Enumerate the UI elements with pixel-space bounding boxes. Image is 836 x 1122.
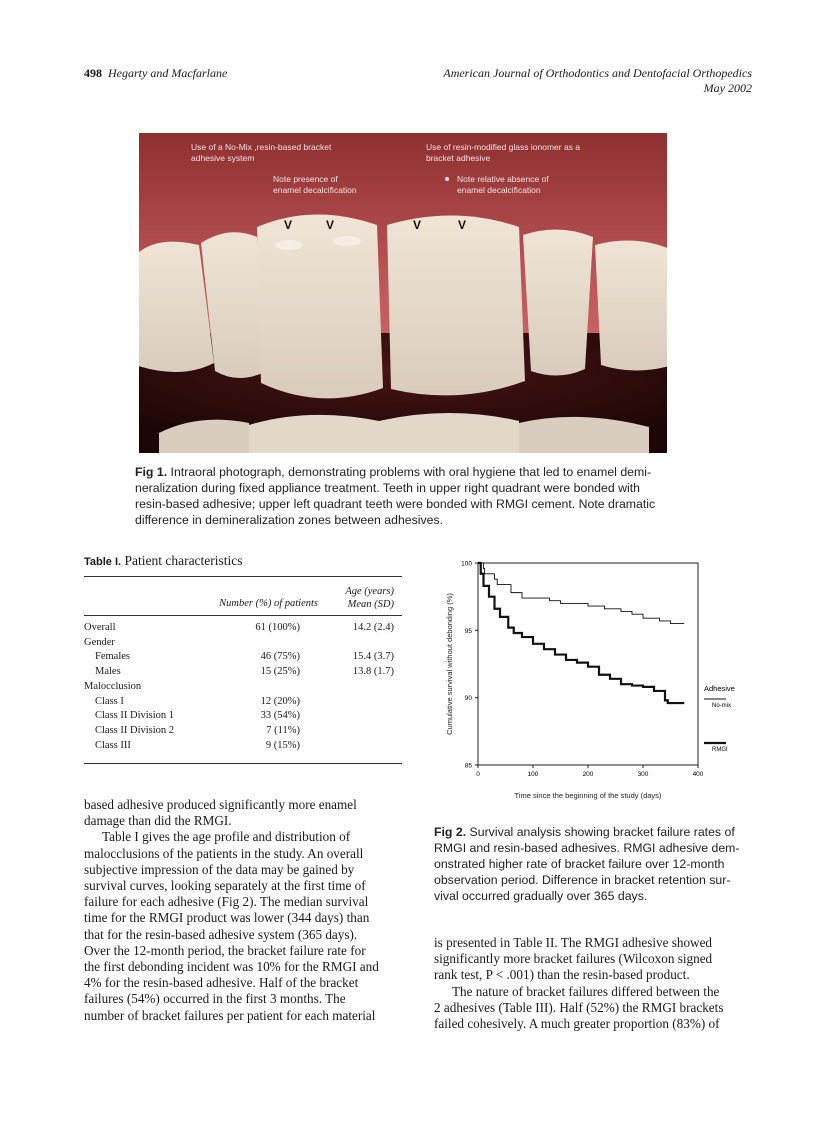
teeth-illustration bbox=[139, 133, 667, 453]
body-left-p2-line: malocclusions of the patients in the study. An overall bbox=[84, 845, 364, 861]
body-left-p2-line: subjective impression of the data may be gained by bbox=[84, 861, 355, 877]
table1-cell-label: Class II Division 2 bbox=[95, 724, 175, 736]
x-axis-label: Time since the beginning of the study (days) bbox=[514, 791, 662, 800]
table1-name: Patient characteristics bbox=[124, 553, 243, 568]
fig1-caption bbox=[135, 464, 705, 528]
body-right-p2-line: The nature of bracket failures differed between the bbox=[452, 983, 720, 999]
body-right-line-1: is presented in Table II. The RMGI adhesive showed bbox=[434, 935, 713, 950]
survival-chart-svg bbox=[430, 555, 760, 810]
table1-cell-age: 15.4 (3.7) bbox=[352, 651, 394, 663]
body-left-p2-line: survival curves, looking separately at the first time of bbox=[84, 878, 366, 894]
body-left-p2-line: number of bracket failures per patient for each material bbox=[84, 1007, 376, 1023]
fig1-caption-line-4: difference in demineralization zones between adhesives. bbox=[135, 513, 444, 527]
marker-1: V bbox=[284, 218, 293, 232]
table1-row bbox=[84, 622, 402, 637]
fig2-caption-line-4: observation period. Difference in bracket retention sur- bbox=[434, 873, 731, 887]
series-line-rmgi bbox=[478, 563, 684, 703]
fig2-label: Fig 2. bbox=[434, 825, 467, 839]
table1-age-header bbox=[332, 585, 394, 611]
fig1-caption-line-1: Intraoral photograph, demonstrating problems with oral hygiene that led to enamel demi- bbox=[170, 465, 652, 479]
photo-label-right-title-1: Use of resin-modified glass ionomer as a bbox=[426, 142, 581, 152]
fig2-chart bbox=[430, 555, 760, 810]
body-left-p2-line: the first debonding incident was 10% for the RMGI and bbox=[84, 959, 379, 975]
body-text-left bbox=[84, 797, 402, 1024]
body-right-line-2: significantly more bracket failures (Wilcoxon signed bbox=[434, 951, 713, 967]
x-tick-label: 200 bbox=[582, 771, 594, 778]
table1-row bbox=[84, 696, 402, 711]
legend-entry: No-mix bbox=[712, 703, 731, 709]
table1-age-header-bottom: Mean (SD) bbox=[347, 599, 394, 610]
photo-label-left-title-2: adhesive system bbox=[191, 153, 255, 163]
fig1-label: Fig 1. bbox=[135, 465, 168, 479]
table1-cell-label: Males bbox=[95, 666, 121, 678]
table1-row bbox=[84, 725, 402, 740]
marker-4: V bbox=[458, 218, 467, 232]
fig1-caption-line-3: resin-based adhesive; upper left quadrant teeth were bonded with RMGI cement. Note dramatic bbox=[135, 497, 656, 511]
series-line-no-mix bbox=[478, 563, 684, 624]
body-text-right bbox=[434, 935, 752, 1032]
x-tick-label: 100 bbox=[527, 771, 539, 778]
table1-cell-number: 46 (75%) bbox=[260, 651, 300, 663]
legend-entry: RMGI bbox=[712, 747, 728, 753]
authors: Hegarty and Macfarlane bbox=[108, 66, 228, 80]
y-tick-label: 90 bbox=[464, 695, 472, 703]
page-number: 498 bbox=[84, 66, 102, 80]
body-left-p2-line: time for the RMGI product was lower (344 days) than bbox=[84, 910, 370, 926]
table1-cell-number: 15 (25%) bbox=[260, 666, 300, 678]
body-left-p2-line: failures (54%) occurred in the first 3 months. The bbox=[84, 991, 346, 1007]
marker-2: V bbox=[326, 218, 335, 232]
table1-cell-label: Malocclusion bbox=[84, 680, 142, 692]
intraoral-photograph bbox=[139, 133, 667, 453]
table1-cell-age: 14.2 (2.4) bbox=[352, 622, 394, 633]
body-left-p2-line: Over the 12-month period, the bracket failure rate for bbox=[84, 942, 366, 958]
photo-label-left-title-1: Use of a No-Mix ,resin-based bracket bbox=[191, 142, 332, 152]
y-axis-label: Cumulative survival without debonding (%) bbox=[445, 593, 454, 735]
table1-header-rule bbox=[84, 615, 402, 616]
photo-label-right-note-2: enamel decalcification bbox=[457, 185, 541, 195]
body-left-p2-line: that for the resin-based adhesive system (365 days). bbox=[84, 926, 358, 942]
journal-name: American Journal of Orthodontics and Dentofacial Orthopedics bbox=[443, 66, 752, 80]
body-left-p2-line: Table I gives the age profile and distribution of bbox=[102, 829, 351, 845]
body-left-line-2: damage than did the RMGI. bbox=[84, 813, 232, 829]
table1-row bbox=[84, 710, 402, 725]
running-header-left bbox=[84, 66, 227, 81]
y-tick-label: 85 bbox=[464, 762, 472, 770]
issue-date: May 2002 bbox=[703, 81, 752, 95]
table1-cell-label: Class II Division 1 bbox=[95, 710, 175, 722]
table1-title bbox=[84, 553, 243, 569]
fig1-caption-line-2: neralization during fixed appliance treatment. Teeth in upper right quadrant were bonded with bbox=[135, 481, 640, 495]
photo-label-right-title-2: bracket adhesive bbox=[426, 153, 491, 163]
fig2-caption-line-3: onstrated higher rate of bracket failure over 12-month bbox=[434, 857, 725, 871]
table1-cell-label: Overall bbox=[84, 622, 116, 633]
photo-label-right-note-1: Note relative absence of bbox=[457, 174, 549, 184]
body-right-paragraph-2 bbox=[434, 984, 752, 1033]
table1-cell-number: 33 (54%) bbox=[260, 710, 300, 722]
table1-cell-label: Class I bbox=[95, 695, 124, 707]
body-right-p2-line: 2 adhesives (Table III). Half (52%) the RMGI brackets bbox=[434, 999, 724, 1015]
y-tick-label: 95 bbox=[464, 627, 472, 635]
table1-cell-number: 61 (100%) bbox=[255, 622, 300, 633]
running-header-right bbox=[443, 66, 752, 96]
table1-row bbox=[84, 666, 402, 681]
table1-row bbox=[84, 681, 402, 696]
legend-title: Adhesive bbox=[704, 684, 735, 693]
table1-cell-age: 13.8 (1.7) bbox=[352, 666, 394, 678]
table1-cell-label: Class III bbox=[95, 739, 131, 751]
body-left-p2-line: failure for each adhesive (Fig 2). The median survival bbox=[84, 894, 369, 910]
photo-label-left-note-1: Note presence of bbox=[273, 174, 338, 184]
x-tick-label: 0 bbox=[476, 771, 480, 778]
x-tick-label: 400 bbox=[692, 771, 704, 778]
table1-cell-label: Females bbox=[95, 651, 130, 663]
table1-cell-number: 9 (15%) bbox=[265, 739, 300, 751]
table1-cell-number: 7 (11%) bbox=[266, 724, 300, 736]
table1-row bbox=[84, 740, 402, 755]
table1-number-header: Number (%) of patients bbox=[219, 598, 318, 609]
photo-label-left-note-2: enamel decalcification bbox=[273, 185, 357, 195]
y-tick-label: 100 bbox=[461, 560, 472, 568]
table1-label: Table I. bbox=[84, 556, 122, 568]
table1-row bbox=[84, 637, 402, 652]
fig2-caption-line-5: vival occurred gradually over 365 days. bbox=[434, 889, 648, 903]
body-left-p2-line: 4% for the resin-based adhesive. Half of the bracket bbox=[84, 975, 359, 991]
body-right-p2-line: failed cohesively. A much greater proportion (83%) of bbox=[434, 1016, 720, 1032]
table1-bottom-rule bbox=[84, 763, 402, 764]
fig2-caption-line-1: Survival analysis showing bracket failure rates of bbox=[469, 825, 735, 839]
fig2-caption bbox=[434, 824, 754, 904]
body-left-paragraph-2 bbox=[84, 829, 402, 1023]
body-left-line-1: based adhesive produced significantly more enamel bbox=[84, 797, 357, 812]
table1-cell-number: 12 (20%) bbox=[260, 695, 300, 707]
x-tick-label: 300 bbox=[637, 771, 649, 778]
marker-3: V bbox=[413, 218, 422, 232]
table1-cell-label: Gender bbox=[84, 636, 115, 648]
table1-top-rule bbox=[84, 576, 402, 577]
table1-row bbox=[84, 651, 402, 666]
table1-age-header-top: Age (years) bbox=[345, 586, 394, 597]
body-right-line-3: rank test, P < .001) than the resin-based product. bbox=[434, 967, 690, 983]
fig2-caption-line-2: RMGI and resin-based adhesives. RMGI adhesive dem- bbox=[434, 841, 740, 855]
